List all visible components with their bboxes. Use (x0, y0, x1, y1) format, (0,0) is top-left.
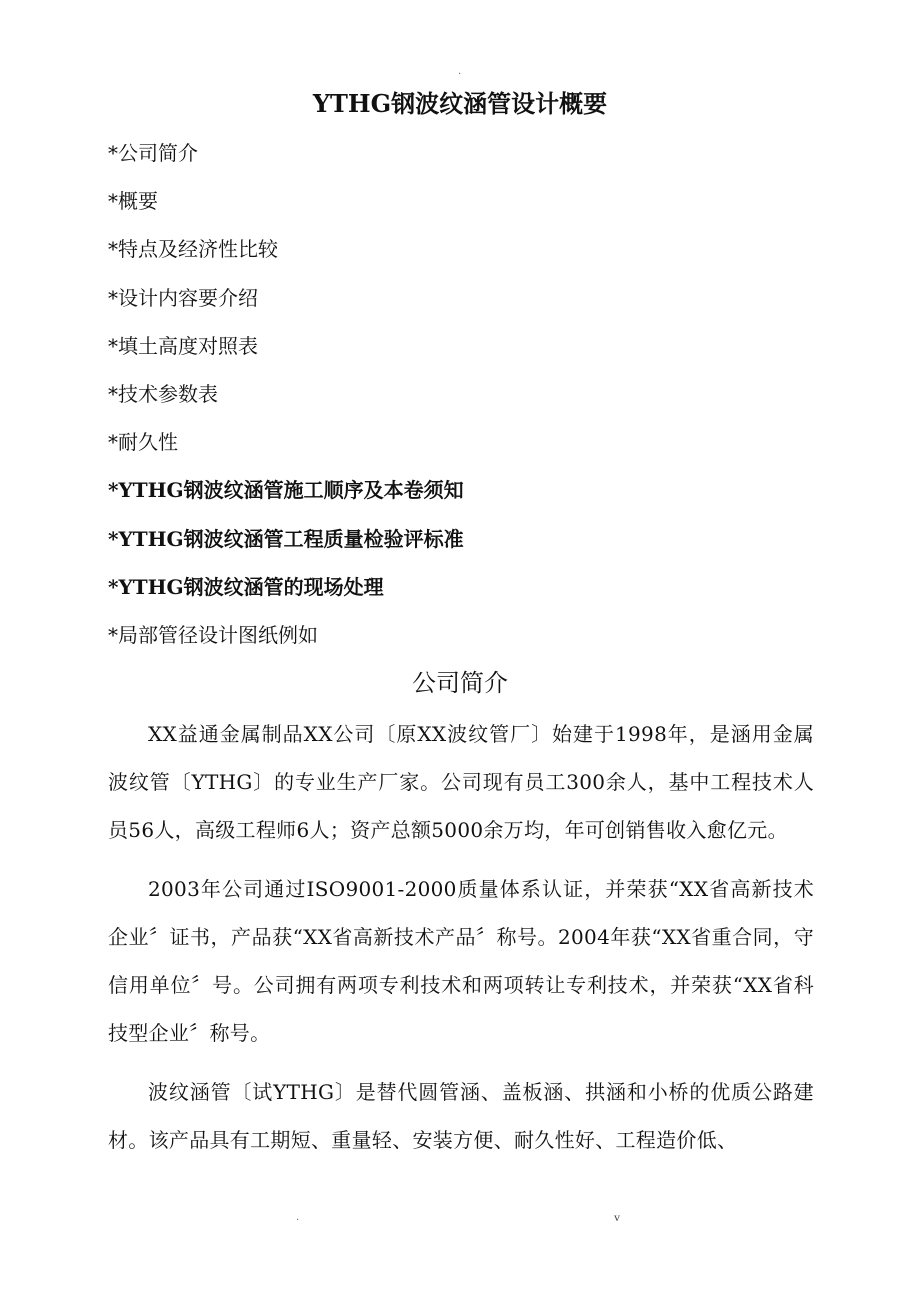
footer-dot: . (296, 1212, 300, 1223)
toc-item: *YTHG钢波纹涵管施工顺序及本卷须知 (108, 478, 464, 503)
section-body (108, 710, 814, 1175)
top-mark: . (458, 66, 462, 77)
section-title: 公司简介 (412, 669, 508, 697)
toc-item: *特点及经济性比较 (108, 237, 278, 262)
toc-item: *设计内容要介绍 (108, 285, 258, 310)
footer-mark: v (614, 1210, 620, 1224)
toc-item: *局部管径设计图纸例如 (108, 622, 318, 647)
document-title: YTHG钢波纹涵管设计概要 (312, 89, 608, 118)
paragraph: XX益通金属制品XX公司〔原XX波纹管厂〕始建于1998年，是涵用金属波纹管〔YTHG〕的专业生产厂家。公司现有员工300余人，基中工程技术人员56人，高级工程师6人；资产总额5000余万均，年可创销售收入愈亿元。 (108, 722, 814, 842)
toc-item: *技术参数表 (108, 381, 218, 406)
toc-item: *概要 (108, 189, 158, 214)
toc-item: *耐久性 (108, 430, 178, 455)
toc-item: *YTHG钢波纹涵管工程质量检验评标准 (108, 526, 464, 551)
toc-item: *YTHG钢波纹涵管的现场处理 (108, 574, 384, 599)
paragraph: 波纹涵管〔试YTHG〕是替代圆管涵、盖板涵、拱涵和小桥的优质公路建材。该产品具有工期短、重量轻、安装方便、耐久性好、工程造价低、 (108, 1080, 814, 1152)
table-of-contents (108, 134, 464, 664)
paragraph: 2003年公司通过ISO9001-2000质量体系认证，并荣获“XX省高新技术企业〞证书，产品获“XX省高新技术产品〞称号。2004年获“XX省重合同，守信用单位〞号。公司拥有两项专利技术和两项转让专利技术，并荣获“XX省科技型企业〞称号。 (108, 877, 814, 1045)
toc-item: *公司简介 (108, 141, 198, 165)
toc-item: *填土高度对照表 (108, 333, 258, 358)
